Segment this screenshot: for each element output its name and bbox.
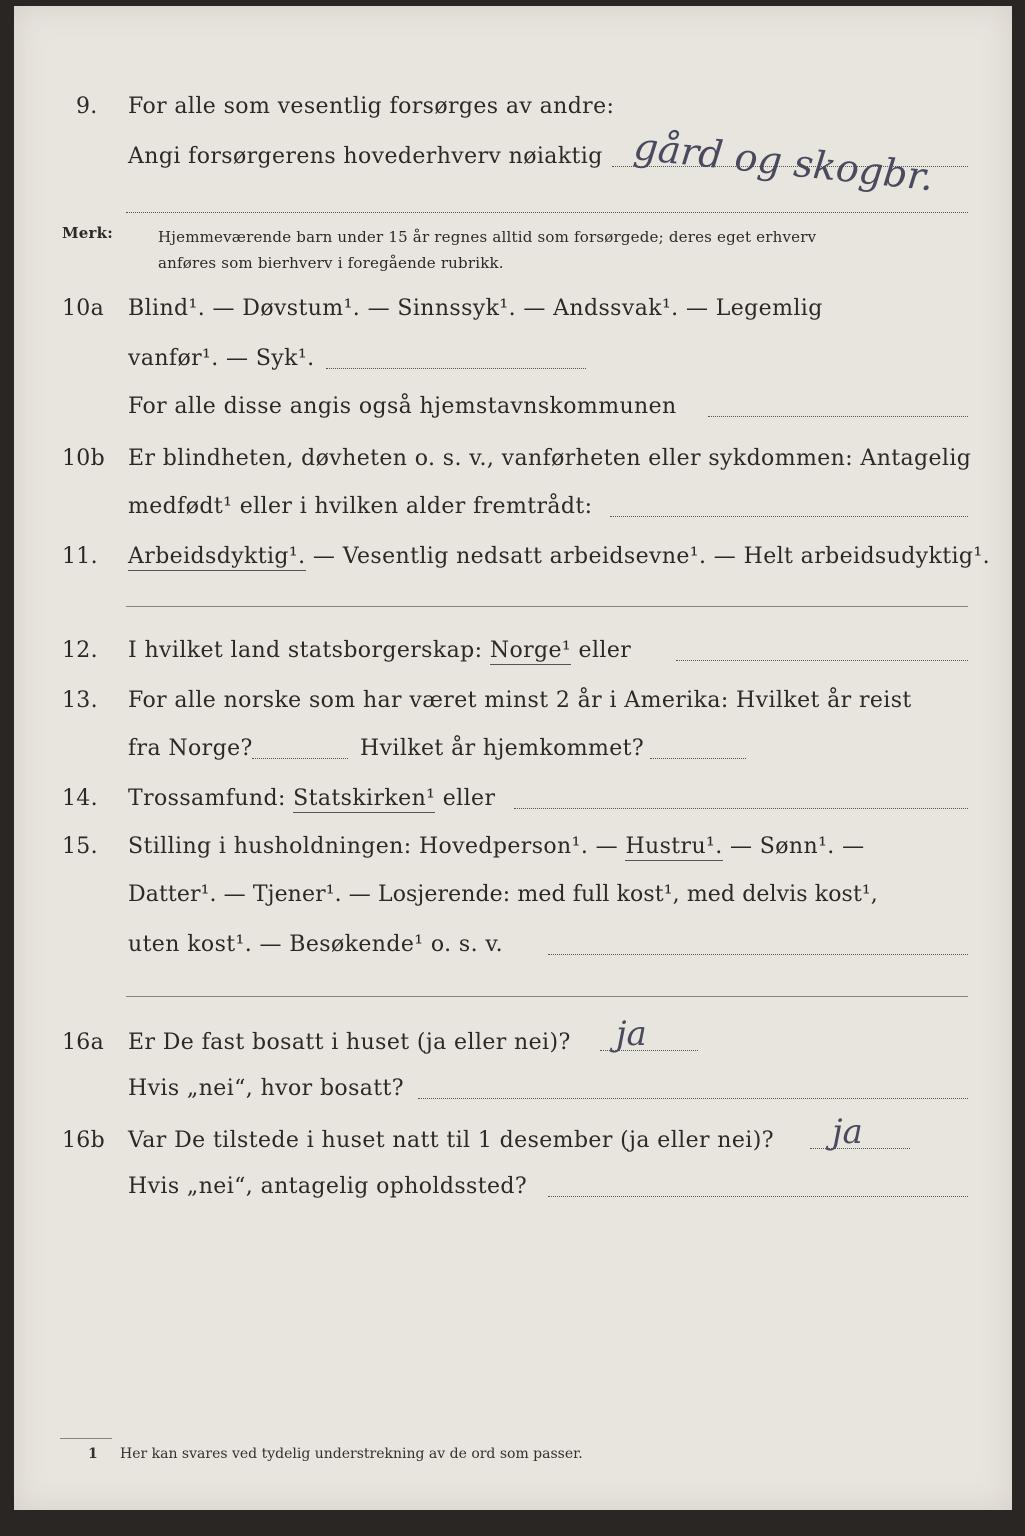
q10b-text-line1: Er blindheten, døvheten o. s. v., vanførheten eller sykdommen: Antagelig — [128, 446, 972, 471]
footnote-text: Her kan svares ved tydelig understrekning av de ord som passer. — [120, 1446, 583, 1462]
q11-divider — [126, 606, 968, 607]
q12-number: 12. — [62, 638, 98, 663]
q14-answer-line — [514, 808, 968, 809]
q10a-number: 10a — [62, 296, 105, 321]
q9-text-line2: Angi forsørgerens hovederhverv nøiaktig — [128, 144, 603, 169]
q10b-text-line2: medfødt¹ eller i hvilken alder fremtrådt: — [128, 494, 593, 519]
q13-departure-year-line — [252, 758, 348, 759]
q11-other-options: — Vesentlig nedsatt arbeidsevne¹. — Helt arbeidsudyktig¹. — [305, 544, 991, 569]
q15-line1-prefix: Stilling i husholdningen: Hovedperson¹. — — [128, 834, 626, 859]
q16b-number: 16b — [62, 1128, 105, 1153]
q16a-handwritten-answer: ja — [616, 1014, 647, 1054]
q10a-text-line3: For alle disse angis også hjemstavnskommunen — [128, 394, 677, 419]
q15-text-line2: Datter¹. — Tjener¹. — Losjerende: med full kost¹, med delvis kost¹, — [128, 882, 878, 907]
footnote-rule — [60, 1438, 112, 1439]
merk-text-line2: anføres som bierhverv i foregående rubrikk. — [158, 254, 504, 272]
q14-text — [128, 786, 495, 811]
q11-number: 11. — [62, 544, 98, 569]
q12-prompt: I hvilket land statsborgerskap: — [128, 638, 490, 663]
q15-text-line1 — [128, 834, 864, 859]
q12-answer-line — [676, 660, 968, 661]
q15-line1-suffix: — Sønn¹. — — [722, 834, 865, 859]
q9-text-line1: For alle som vesentlig forsørges av andre: — [128, 94, 615, 119]
q16a-number: 16a — [62, 1030, 105, 1055]
footnote-mark: 1 — [88, 1446, 98, 1462]
merk-text-line1: Hjemmeværende barn under 15 år regnes alltid som forsørgede; deres eget erhverv — [158, 228, 817, 246]
q14-prompt: Trossamfund: — [128, 786, 294, 811]
q13-text-line2a: fra Norge? — [128, 736, 253, 761]
q16a-text-line2: Hvis „nei“, hvor bosatt? — [128, 1076, 404, 1101]
q16a-answer-line — [600, 1050, 698, 1051]
q9-handwritten-answer: gård og skogbr. — [631, 124, 936, 200]
q10a-municipality-line — [708, 416, 968, 417]
q16b-handwritten-answer: ja — [832, 1112, 863, 1152]
q16b-whereabouts-line — [548, 1196, 968, 1197]
q10b-answer-line — [610, 516, 968, 517]
q14-suffix: eller — [435, 786, 496, 811]
q13-text-line2b: Hvilket år hjemkommet? — [360, 736, 645, 761]
q10b-number: 10b — [62, 446, 105, 471]
q16a-text-line1: Er De fast bosatt i huset (ja eller nei)? — [128, 1030, 571, 1055]
q12-suffix: eller — [571, 638, 632, 663]
q11-text — [128, 544, 990, 569]
q15-divider — [126, 996, 968, 997]
q10a-text-line2: vanfør¹. — Syk¹. — [128, 346, 315, 371]
q13-text-line1: For alle norske som har været minst 2 år i Amerika: Hvilket år reist — [128, 688, 912, 713]
q15-option-hustru-underlined: Hustru¹. — [625, 834, 723, 859]
q14-number: 14. — [62, 786, 98, 811]
q12-option-norge-underlined: Norge¹ — [489, 638, 572, 663]
merk-label: Merk: — [62, 224, 113, 242]
q16b-text-line2: Hvis „nei“, antagelig opholdssted? — [128, 1174, 528, 1199]
q16a-residence-line — [418, 1098, 968, 1099]
q12-text — [128, 638, 631, 663]
q13-number: 13. — [62, 688, 98, 713]
q9-number: 9. — [76, 94, 98, 119]
q10a-answer-line — [326, 368, 586, 369]
q13-return-year-line — [650, 758, 746, 759]
q10a-text-line1: Blind¹. — Døvstum¹. — Sinnssyk¹. — Andssvak¹. — Legemlig — [128, 296, 823, 321]
q15-text-line3: uten kost¹. — Besøkende¹ o. s. v. — [128, 932, 503, 957]
q16b-text-line1: Var De tilstede i huset natt til 1 desember (ja eller nei)? — [128, 1128, 774, 1153]
q14-option-statskirken-underlined: Statskirken¹ — [293, 786, 436, 811]
q11-option-arbeidsdyktig-underlined: Arbeidsdyktig¹. — [128, 544, 306, 569]
q15-answer-line — [548, 954, 968, 955]
q15-number: 15. — [62, 834, 98, 859]
census-form-page — [14, 6, 1012, 1510]
q9-extra-line — [126, 212, 968, 213]
